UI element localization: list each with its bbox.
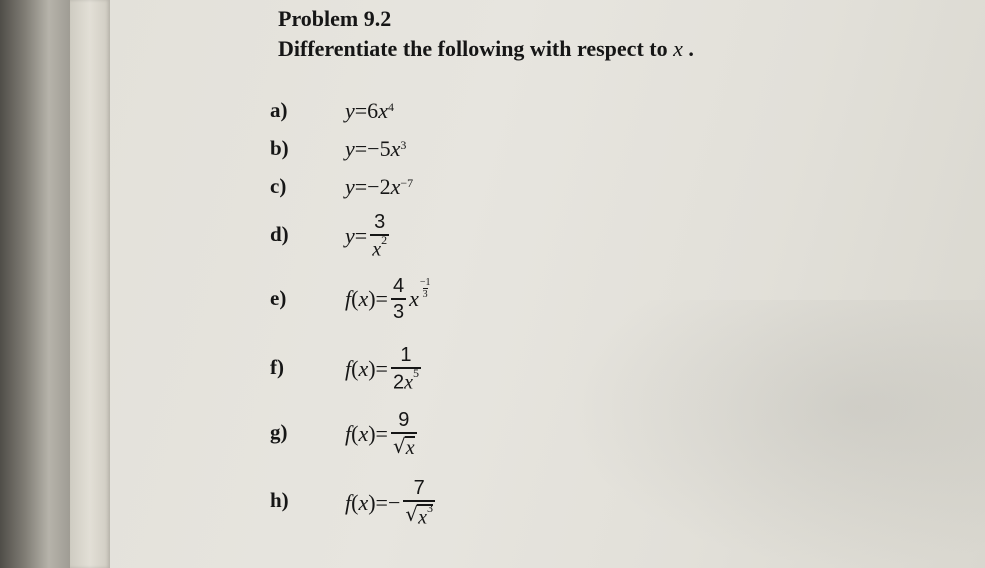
item-label: g) — [270, 420, 288, 444]
fraction: $\frac{4}{3}$ — [392, 275, 405, 323]
problem-instruction — [278, 36, 694, 62]
item-label: e) — [270, 286, 287, 310]
item-label: c) — [270, 174, 287, 198]
fraction: 9 √ x — [392, 409, 415, 459]
problem-title: Problem 9.2 — [278, 6, 392, 31]
fractional-exponent: −1 3 — [419, 277, 431, 300]
item-label: d) — [270, 222, 289, 246]
item-expression: y =6 x 4 — [345, 98, 394, 123]
item-expression: f ( x ) = 9 √ x — [345, 409, 415, 459]
instruction-variable: x — [673, 36, 683, 61]
page-edge-shadow — [0, 0, 70, 568]
instruction-text: Differentiate the following with respect to — [278, 36, 668, 61]
binder-strip — [70, 0, 110, 568]
fraction: $\frac{1}{2x^5}$ — [392, 344, 419, 394]
item-expression: y =−5 x 3 — [345, 136, 407, 161]
item-label: f) — [270, 355, 284, 379]
square-root: √ x — [392, 434, 415, 459]
square-root: √ $x^3$ — [405, 501, 434, 529]
fraction: $\frac{3}{x^2}$ — [372, 211, 388, 261]
paper-sheet — [110, 0, 985, 568]
item-label: a) — [270, 98, 288, 122]
fraction: 7 √ $x^3$ — [405, 477, 434, 529]
item-expression: f ( x ) =− 7 √ $x^3$ — [345, 477, 434, 529]
instruction-period: . — [682, 36, 694, 61]
item-label: b) — [270, 136, 289, 160]
item-expression: y =−2 x −7 — [345, 174, 414, 199]
item-expression: f ( x ) = $\frac{1}{2x^5}$ — [345, 344, 419, 394]
item-expression: f ( x ) = $\frac{4}{3}$ x −1 3 — [345, 275, 431, 323]
item-expression: y = $\frac{3}{x^2}$ — [345, 211, 388, 261]
item-label: h) — [270, 488, 289, 512]
